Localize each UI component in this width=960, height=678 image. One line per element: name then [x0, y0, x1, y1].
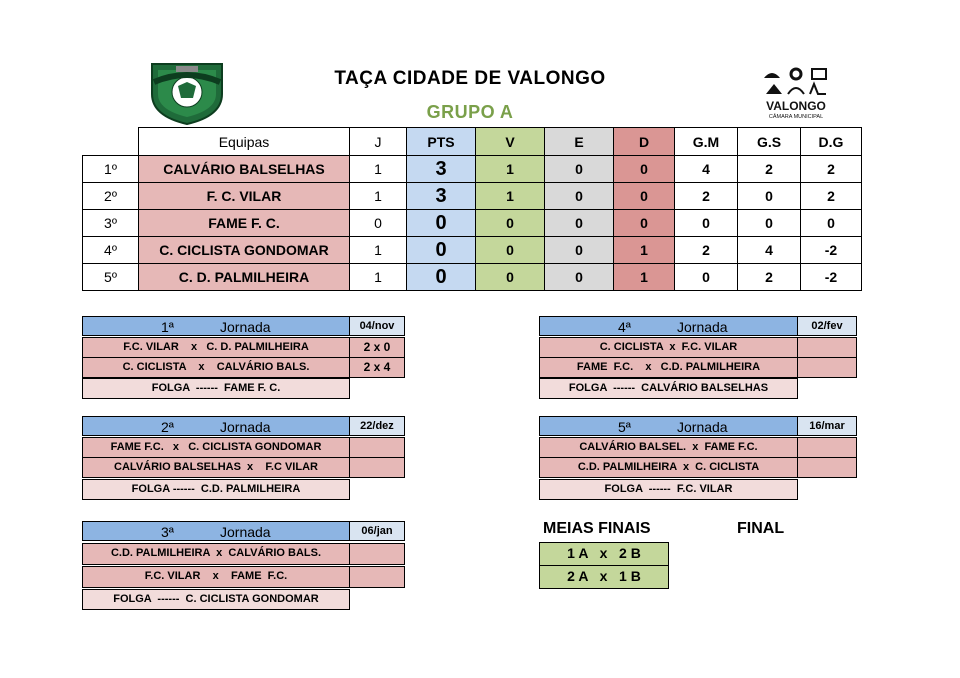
jornada-date: 02/fev	[797, 316, 857, 336]
camara-municipal-text: CÂMARA MUNICIPAL	[768, 114, 824, 120]
match-score	[349, 543, 405, 565]
folga-row: FOLGA ------ FAME F. C.	[82, 378, 350, 399]
header-e: E	[545, 128, 614, 156]
header-gm: G.M	[675, 128, 738, 156]
row-position: 5º	[83, 264, 139, 291]
match-score	[797, 357, 857, 378]
row-d: 1	[614, 237, 675, 264]
jornada-number: 5ª	[618, 419, 631, 435]
jornada-header	[82, 521, 350, 541]
match-fixture: C. CICLISTA x F.C. VILAR	[539, 337, 798, 358]
row-team: C. CICLISTA GONDOMAR	[139, 237, 350, 264]
row-e: 0	[545, 237, 614, 264]
row-pts: 3	[407, 183, 476, 210]
jornada-date: 22/dez	[349, 416, 405, 436]
row-e: 0	[545, 264, 614, 291]
row-gs: 2	[738, 264, 801, 291]
row-pts: 0	[407, 210, 476, 237]
row-gm: 2	[675, 237, 738, 264]
row-team: FAME F. C.	[139, 210, 350, 237]
row-d: 0	[614, 183, 675, 210]
row-j: 1	[350, 264, 407, 291]
row-dg: -2	[801, 264, 862, 291]
row-v: 1	[476, 183, 545, 210]
meias-finais-heading: MEIAS FINAIS	[543, 520, 651, 537]
row-gm: 4	[675, 156, 738, 183]
row-v: 1	[476, 156, 545, 183]
row-pts: 0	[407, 264, 476, 291]
row-dg: 2	[801, 156, 862, 183]
row-pts: 0	[407, 237, 476, 264]
row-v: 0	[476, 237, 545, 264]
match-fixture: FAME F.C. x C. CICLISTA GONDOMAR	[82, 437, 350, 458]
jornada-label: Jornada	[220, 319, 271, 335]
row-position: 1º	[83, 156, 139, 183]
semifinal-match: 1 A x 2 B	[539, 542, 669, 566]
jornada-date: 06/jan	[349, 521, 405, 541]
row-v: 0	[476, 264, 545, 291]
jornada-date: 04/nov	[349, 316, 405, 336]
jornada-header	[539, 416, 798, 436]
row-dg: 2	[801, 183, 862, 210]
match-score	[349, 457, 405, 478]
row-position: 3º	[83, 210, 139, 237]
header-empty-cell	[83, 128, 139, 156]
match-fixture: C. CICLISTA x CALVÁRIO BALS.	[82, 357, 350, 378]
standings-table	[82, 127, 862, 291]
row-j: 1	[350, 183, 407, 210]
header-v: V	[476, 128, 545, 156]
folga-row: FOLGA ------ CALVÁRIO BALSELHAS	[539, 378, 798, 399]
page-title: TAÇA CIDADE DE VALONGO	[334, 68, 606, 89]
jornada-number: 3ª	[161, 524, 174, 540]
folga-row: FOLGA ------ C.D. PALMILHEIRA	[82, 479, 350, 500]
header-equipas: Equipas	[139, 128, 350, 156]
row-dg: 0	[801, 210, 862, 237]
folga-row: FOLGA ------ F.C. VILAR	[539, 479, 798, 500]
row-gs: 0	[738, 210, 801, 237]
match-score	[797, 437, 857, 458]
semifinal-match: 2 A x 1 B	[539, 565, 669, 589]
row-d: 0	[614, 156, 675, 183]
jornada-header	[539, 316, 798, 336]
standings-header-row	[83, 128, 862, 156]
header-d: D	[614, 128, 675, 156]
header-dg: D.G	[801, 128, 862, 156]
row-j: 0	[350, 210, 407, 237]
row-gs: 2	[738, 156, 801, 183]
match-fixture: F.C. VILAR x FAME F.C.	[82, 566, 350, 588]
table-row	[83, 237, 862, 264]
match-score	[349, 566, 405, 588]
row-gs: 4	[738, 237, 801, 264]
jornada-number: 1ª	[161, 319, 174, 335]
row-position: 2º	[83, 183, 139, 210]
match-fixture: CALVÁRIO BALSEL. x FAME F.C.	[539, 437, 798, 458]
row-team: F. C. VILAR	[139, 183, 350, 210]
row-team: C. D. PALMILHEIRA	[139, 264, 350, 291]
jornada-label: Jornada	[677, 419, 728, 435]
header-j: J	[350, 128, 407, 156]
row-e: 0	[545, 156, 614, 183]
row-position: 4º	[83, 237, 139, 264]
valongo-logo-text: VALONGO	[766, 99, 826, 113]
match-score: 2 x 0	[349, 337, 405, 358]
jornada-label: Jornada	[220, 524, 271, 540]
row-j: 1	[350, 237, 407, 264]
match-fixture: C.D. PALMILHEIRA x C. CICLISTA	[539, 457, 798, 478]
group-subtitle: GRUPO A	[426, 102, 514, 122]
row-pts: 3	[407, 156, 476, 183]
table-row	[83, 183, 862, 210]
jornada-label: Jornada	[677, 319, 728, 335]
match-fixture: CALVÁRIO BALSELHAS x F.C VILAR	[82, 457, 350, 478]
header-pts: PTS	[407, 128, 476, 156]
row-e: 0	[545, 210, 614, 237]
row-d: 0	[614, 210, 675, 237]
match-score	[349, 437, 405, 458]
header-gs: G.S	[738, 128, 801, 156]
row-e: 0	[545, 183, 614, 210]
row-team: CALVÁRIO BALSELHAS	[139, 156, 350, 183]
folga-row: FOLGA ------ C. CICLISTA GONDOMAR	[82, 589, 350, 610]
jornada-number: 2ª	[161, 419, 174, 435]
jornada-header	[82, 416, 350, 436]
row-j: 1	[350, 156, 407, 183]
jornada-label: Jornada	[220, 419, 271, 435]
match-score	[797, 457, 857, 478]
table-row	[83, 210, 862, 237]
jornada-date: 16/mar	[797, 416, 857, 436]
table-row	[83, 156, 862, 183]
match-score: 2 x 4	[349, 357, 405, 378]
table-row	[83, 264, 862, 291]
row-v: 0	[476, 210, 545, 237]
row-gs: 0	[738, 183, 801, 210]
match-fixture: C.D. PALMILHEIRA x CALVÁRIO BALS.	[82, 543, 350, 565]
row-d: 1	[614, 264, 675, 291]
row-gm: 2	[675, 183, 738, 210]
row-gm: 0	[675, 264, 738, 291]
match-score	[797, 337, 857, 358]
jornada-header	[82, 316, 350, 336]
match-fixture: F.C. VILAR x C. D. PALMILHEIRA	[82, 337, 350, 358]
jornada-number: 4ª	[618, 319, 631, 335]
match-fixture: FAME F.C. x C.D. PALMILHEIRA	[539, 357, 798, 378]
final-heading: FINAL	[737, 520, 785, 537]
row-gm: 0	[675, 210, 738, 237]
row-dg: -2	[801, 237, 862, 264]
